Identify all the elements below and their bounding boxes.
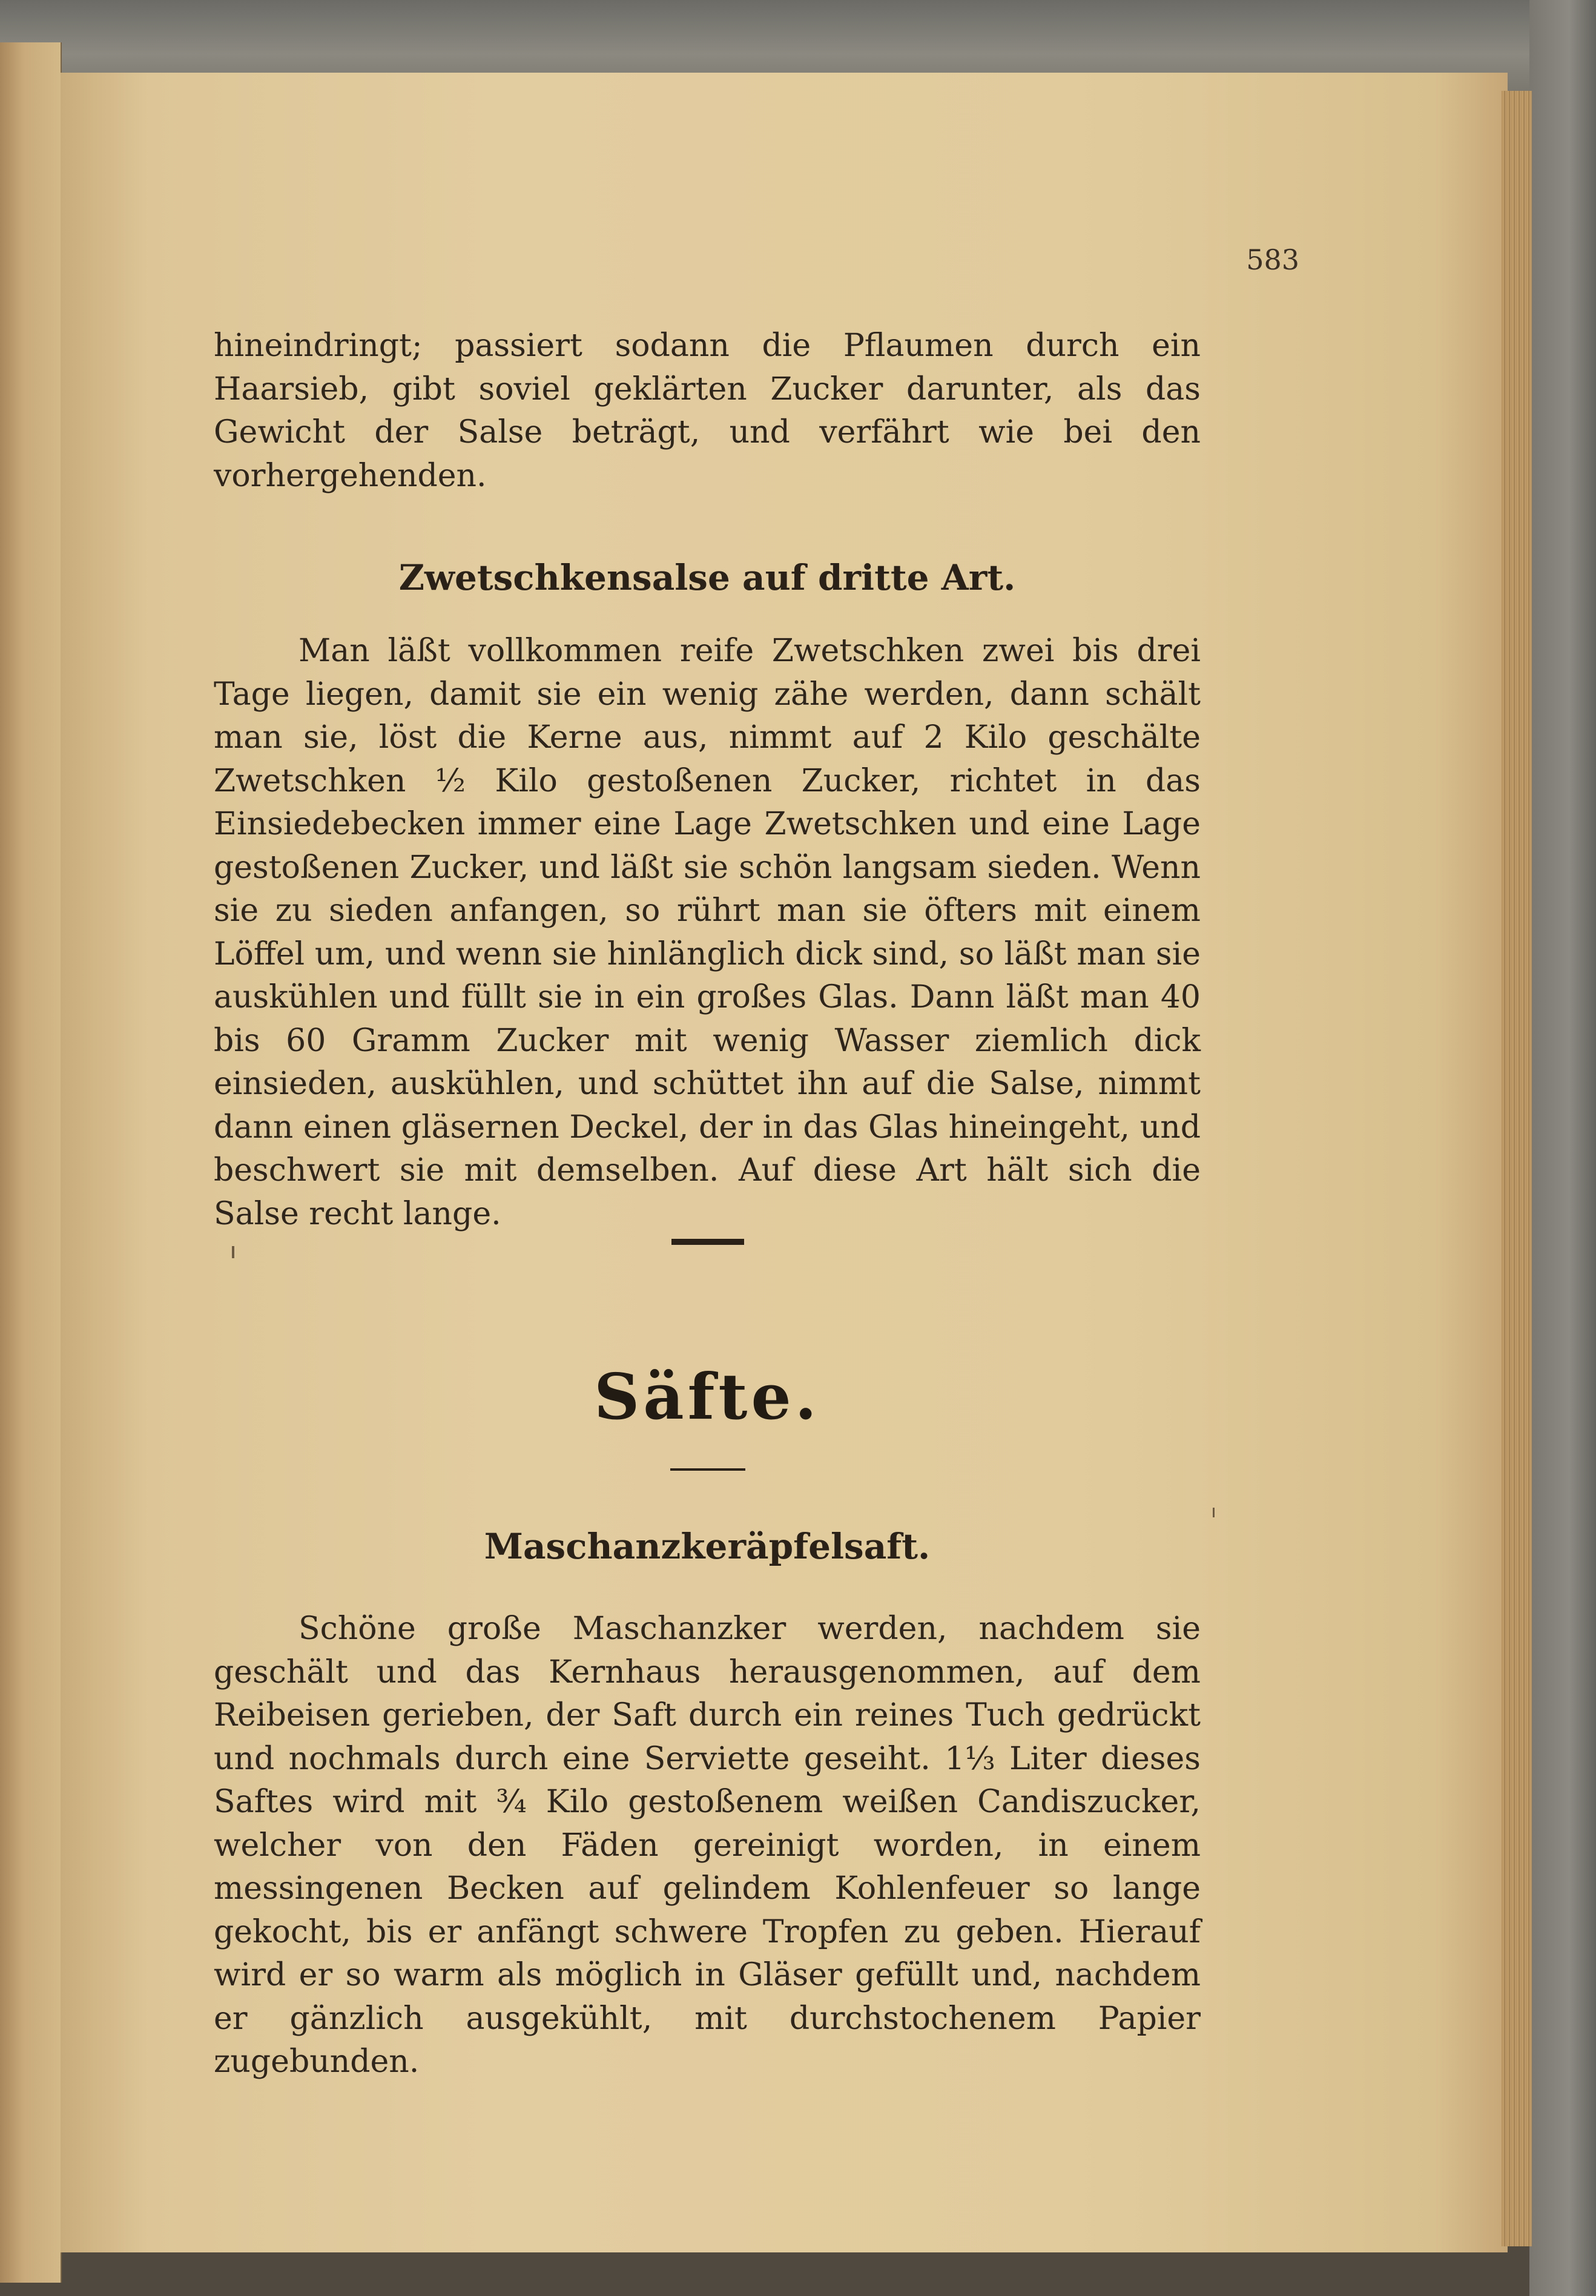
chapter-heading-saefte: Säfte.: [594, 1359, 820, 1434]
recipe-heading-zwetschkensalse: Zwetschkensalse auf dritte Art.: [398, 557, 1016, 598]
book-cover-right: [1529, 0, 1596, 2296]
recipe-paragraph-maschanzkeraepfelsaft: Schöne große Maschanzker werden, nachdem sie geschält und das Kernhaus herausgenommen, auf dem Reibeisen gerieben, der Saft durch ein reines Tuch gedrückt und nochmals durch eine Serviette geseiht. 1⅓ Liter dieses Saftes wird mit ¾ Kilo gestoßenem weißen Candiszucker, welcher von den Fäden gereinigt worden, in einem messingenen Becken auf gelindem Kohlenfeuer so lange gekocht, bis er anfängt schwere Tropfen zu geben. Hierauf wird er so warm als möglich in Gläser gefüllt und, nachdem er gänzlich ausgekühlt, mit durchstochenem Papier zugebunden.: [214, 1611, 1201, 2080]
recipe-paragraph-zwetschkensalse: Man läßt vollkommen reife Zwetschken zwei bis drei Tage liegen, damit sie ein wenig zähe werden, dann schält man sie, löst die Kerne aus, nimmt auf 2 Kilo geschälte Zwetschken ½ Kilo gestoßenen Zucker, richtet in das Einsiedebecken immer eine Lage Zwetschken und eine Lage gestoßenen Zucker, und läßt sie schön langsam sieden. Wenn sie zu sieden anfangen, so rührt man sie öfters mit einem Löffel um, und wenn sie hinlänglich dick sind, so läßt man sie auskühlen und füllt sie in ein großes Glas. Dann läßt man 40 bis 60 Gramm Zucker mit wenig Wasser ziemlich dick einsieden, auskühlen, und schüttet ihn auf die Salse, nimmt dann einen gläsernen Deckel, der in das Glas hineingeht, und beschwert sie mit demselben. Auf diese Art hält sich die Salse recht lange.: [214, 633, 1201, 1232]
margin-mark: [1213, 1508, 1215, 1517]
page-stack-edges: [1502, 91, 1532, 2246]
section-divider: [671, 1239, 744, 1245]
recipe-heading-maschanzkeraepfelsaft: Maschanzkeräpfelsaft.: [484, 1526, 931, 1567]
paragraph-continuation: hineindringt; passiert sodann die Pflaumen durch ein Haarsieb, gibt soviel geklärten Zucker darunter, als das Gewicht der Salse beträgt, und verfährt wie bei den vorhergehenden.: [214, 328, 1201, 494]
margin-mark: [232, 1246, 234, 1258]
heading-underline: [670, 1468, 745, 1471]
left-page-edge: [0, 42, 62, 2283]
page-number: 583: [1246, 243, 1299, 276]
